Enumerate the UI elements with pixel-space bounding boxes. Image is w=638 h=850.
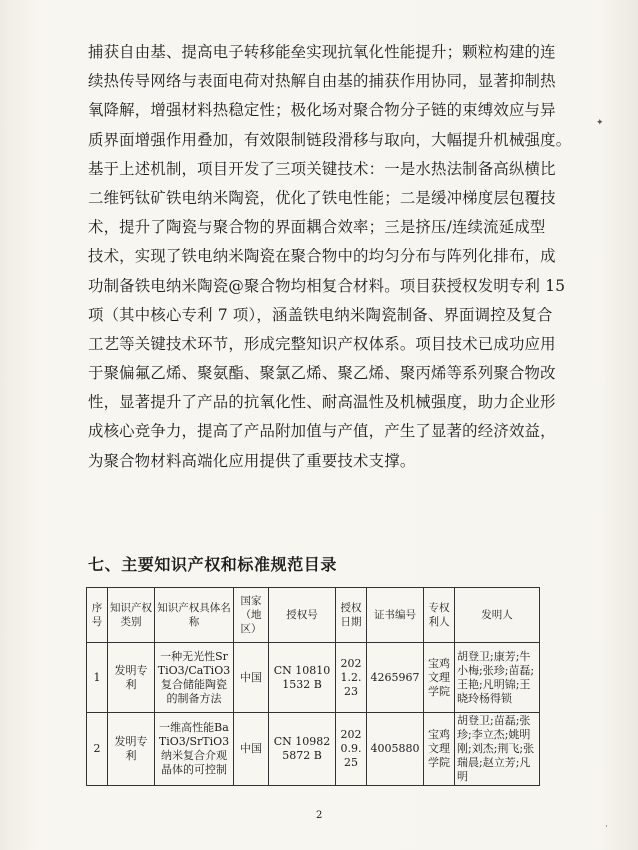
- page-number: 2: [316, 810, 323, 821]
- cell-inventors: 胡登卫;苗磊;张珍;李立杰;姚明刚;刘杰;荆飞;张瑞晨;赵立芳;凡明: [455, 713, 540, 786]
- cell-date: 2020.9.25: [336, 713, 367, 786]
- cell-date: 2021.2.23: [336, 643, 367, 713]
- header-cell-inventors: 发明人: [455, 588, 540, 643]
- header-cell-country: 国家（地区）: [234, 588, 269, 643]
- paragraph-line: 捕获自由基、提高电子转移能垒实现抗氧化性能提升；颗粒构建的连: [88, 43, 556, 61]
- paragraph-line: 性，显著提升了产品的抗氧化性、耐高温性及机械强度，助力企业形: [88, 393, 556, 412]
- cell-no: 1: [87, 643, 108, 713]
- paragraph-line: 续热传导网络与表面电荷对热解自由基的捕获作用协同，显著抑制热: [88, 72, 556, 91]
- cell-name: 一维高性能BaTiO3/SrTiO3纳米复合介观晶体的可控制: [155, 713, 234, 786]
- header-cell-category: 知识产权类别: [108, 588, 155, 643]
- paragraph-line: 基于上述机制，项目开发了三项关键技术：一是水热法制备高纵横比: [88, 159, 556, 178]
- cell-inventors: 胡登卫;康芳;牛小梅;张珍;苗磊;王艳;凡明锦;王晓玲杨得锁: [455, 643, 540, 713]
- paragraph-line: 二维钙钛矿铁电纳米陶瓷，优化了铁电性能；二是缓冲梯度层包覆技: [88, 188, 556, 207]
- cell-country: 中国: [234, 713, 269, 786]
- header-cell-cert: 证书编号: [367, 588, 424, 643]
- cell-holder: 宝鸡文理学院: [424, 713, 455, 786]
- section-heading: 七、主要知识产权和标准规范目录: [88, 555, 338, 574]
- cell-category: 发明专利: [108, 643, 155, 713]
- paragraph-line: 成核心竞争力，提高了产品附加值与产值，产生了显著的经济效益，: [88, 422, 556, 441]
- ip-table: [86, 587, 540, 786]
- paragraph-line: 为聚合物材料高端化应用提供了重要技术支撑。: [88, 451, 416, 470]
- cell-grant-no: CN 109825872 B: [269, 713, 336, 786]
- header-cell-date: 授权日期: [336, 588, 367, 643]
- speck-mark: ·: [605, 822, 608, 832]
- header-cell-grant-no: 授权号: [269, 588, 336, 643]
- table-header-row: [87, 588, 540, 643]
- cell-no: 2: [87, 713, 108, 786]
- cell-cert: 4265967: [367, 643, 424, 713]
- table-row: [87, 643, 540, 713]
- header-cell-no: 序号: [87, 588, 108, 643]
- cell-country: 中国: [234, 643, 269, 713]
- paragraph-line: 技术，实现了铁电纳米陶瓷在聚合物中的均匀分布与阵列化排布，成: [88, 247, 556, 266]
- paragraph-line: 质界面增强作用叠加，有效限制链段滑移与取向，大幅提升机械强度。: [88, 130, 572, 149]
- cell-grant-no: CN 108101532 B: [269, 643, 336, 713]
- speck-mark: ✦: [596, 118, 604, 128]
- body-paragraph: [88, 38, 572, 476]
- paragraph-line: 氧降解，增强材料热稳定性；极化场对聚合物分子链的束缚效应与异: [88, 101, 556, 120]
- paragraph-line: 功制备铁电纳米陶瓷@聚合物均相复合材料。项目获授权发明专利 15: [88, 276, 566, 295]
- paragraph-line: 术，提升了陶瓷与聚合物的界面耦合效率；三是挤压/连续流延成型: [88, 218, 546, 237]
- table-row: [87, 713, 540, 786]
- cell-name: 一种无光性SrTiO3/CaTiO3复合储能陶瓷的制备方法: [155, 643, 234, 713]
- cell-holder: 宝鸡文理学院: [424, 643, 455, 713]
- cell-category: 发明专利: [108, 713, 155, 786]
- header-cell-holder: 专权利人: [424, 588, 455, 643]
- paragraph-line: 于聚偏氟乙烯、聚氨酯、聚氯乙烯、聚乙烯、聚丙烯等系列聚合物改: [88, 364, 556, 383]
- header-cell-name: 知识产权具体名称: [155, 588, 234, 643]
- paragraph-line: 项（其中核心专利 7 项），涵盖铁电纳米陶瓷制备、界面调控及复合: [88, 305, 553, 324]
- paragraph-line: 工艺等关键技术环节，形成完整知识产权体系。项目技术已成功应用: [88, 334, 556, 353]
- cell-cert: 4005880: [367, 713, 424, 786]
